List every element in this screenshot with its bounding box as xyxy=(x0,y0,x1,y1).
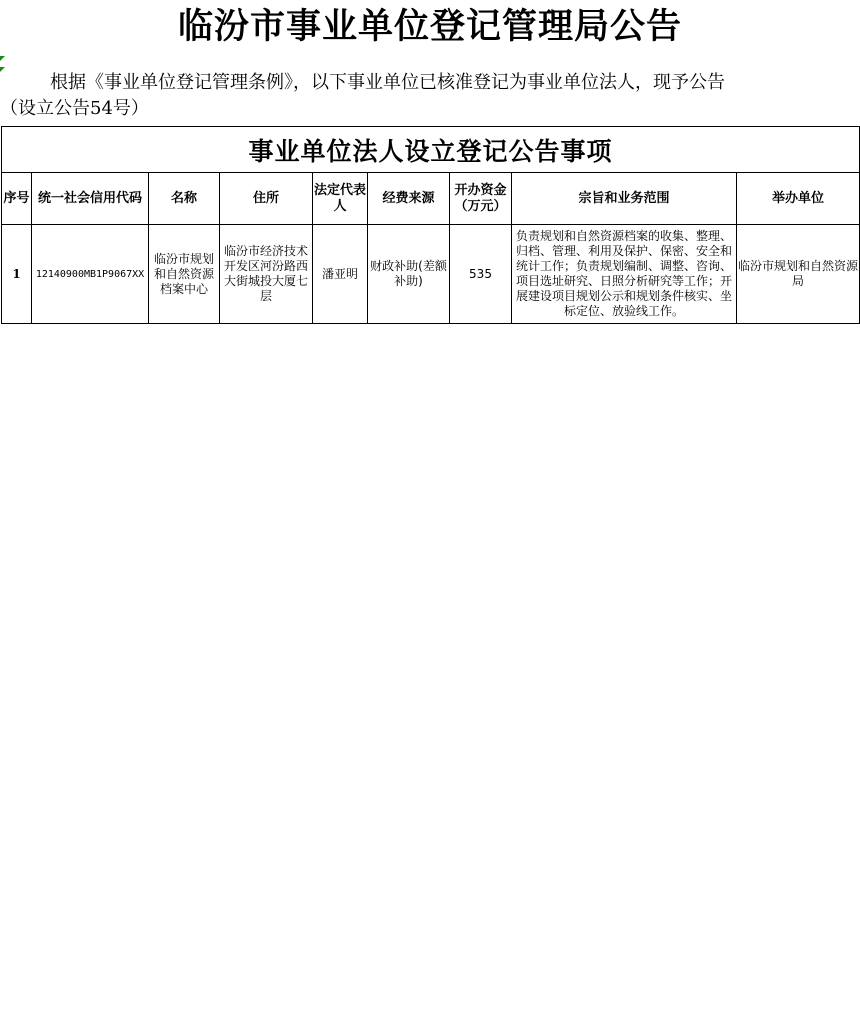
table-row xyxy=(2,225,860,324)
header-address: 住所 xyxy=(220,173,313,225)
header-seq: 序号 xyxy=(2,173,32,225)
cell-funding-source: 财政补助(差额补助) xyxy=(368,225,450,324)
announcement-number: （设立公告54号） xyxy=(0,98,149,119)
cell-credit-code: 12140900MB1P9067XX xyxy=(32,225,149,324)
header-legal-rep: 法定代表人 xyxy=(313,173,368,225)
cell-sponsor: 临汾市规划和自然资源局 xyxy=(737,225,860,324)
registration-table xyxy=(1,126,860,324)
intro-text: 根据《事业单位登记管理条例》，以下事业单位已核准登记为事业单位法人，现予公告 xyxy=(50,72,725,93)
cell-name: 临汾市规划和自然资源档案中心 xyxy=(149,225,220,324)
cell-capital: 535 xyxy=(450,225,512,324)
header-funding-source: 经费来源 xyxy=(368,173,450,225)
cell-marker-icon xyxy=(0,56,5,61)
table-header-row xyxy=(2,173,860,225)
header-name: 名称 xyxy=(149,173,220,225)
cell-legal-rep: 潘亚明 xyxy=(313,225,368,324)
cell-scope: 负责规划和自然资源档案的收集、整理、归档、管理、利用及保护、保密、安全和统计工作；负责规划编制、调整、咨询、项目选址研究、日照分析研究等工作；开展建设项目规划公示和规划条件核实、坐标定位、放验线工作。 xyxy=(512,225,737,324)
cell-seq: 1 xyxy=(2,225,32,324)
table-title: 事业单位法人设立登记公告事项 xyxy=(2,127,860,173)
header-credit-code: 统一社会信用代码 xyxy=(32,173,149,225)
header-sponsor: 举办单位 xyxy=(737,173,860,225)
intro-paragraph xyxy=(0,70,860,122)
page-title: 临汾市事业单位登记管理局公告 xyxy=(177,6,682,47)
cell-address: 临汾市经济技术开发区河汾路西大街城投大厦七层 xyxy=(220,225,313,324)
header-scope: 宗旨和业务范围 xyxy=(512,173,737,225)
header-capital: 开办资金（万元） xyxy=(450,173,512,225)
